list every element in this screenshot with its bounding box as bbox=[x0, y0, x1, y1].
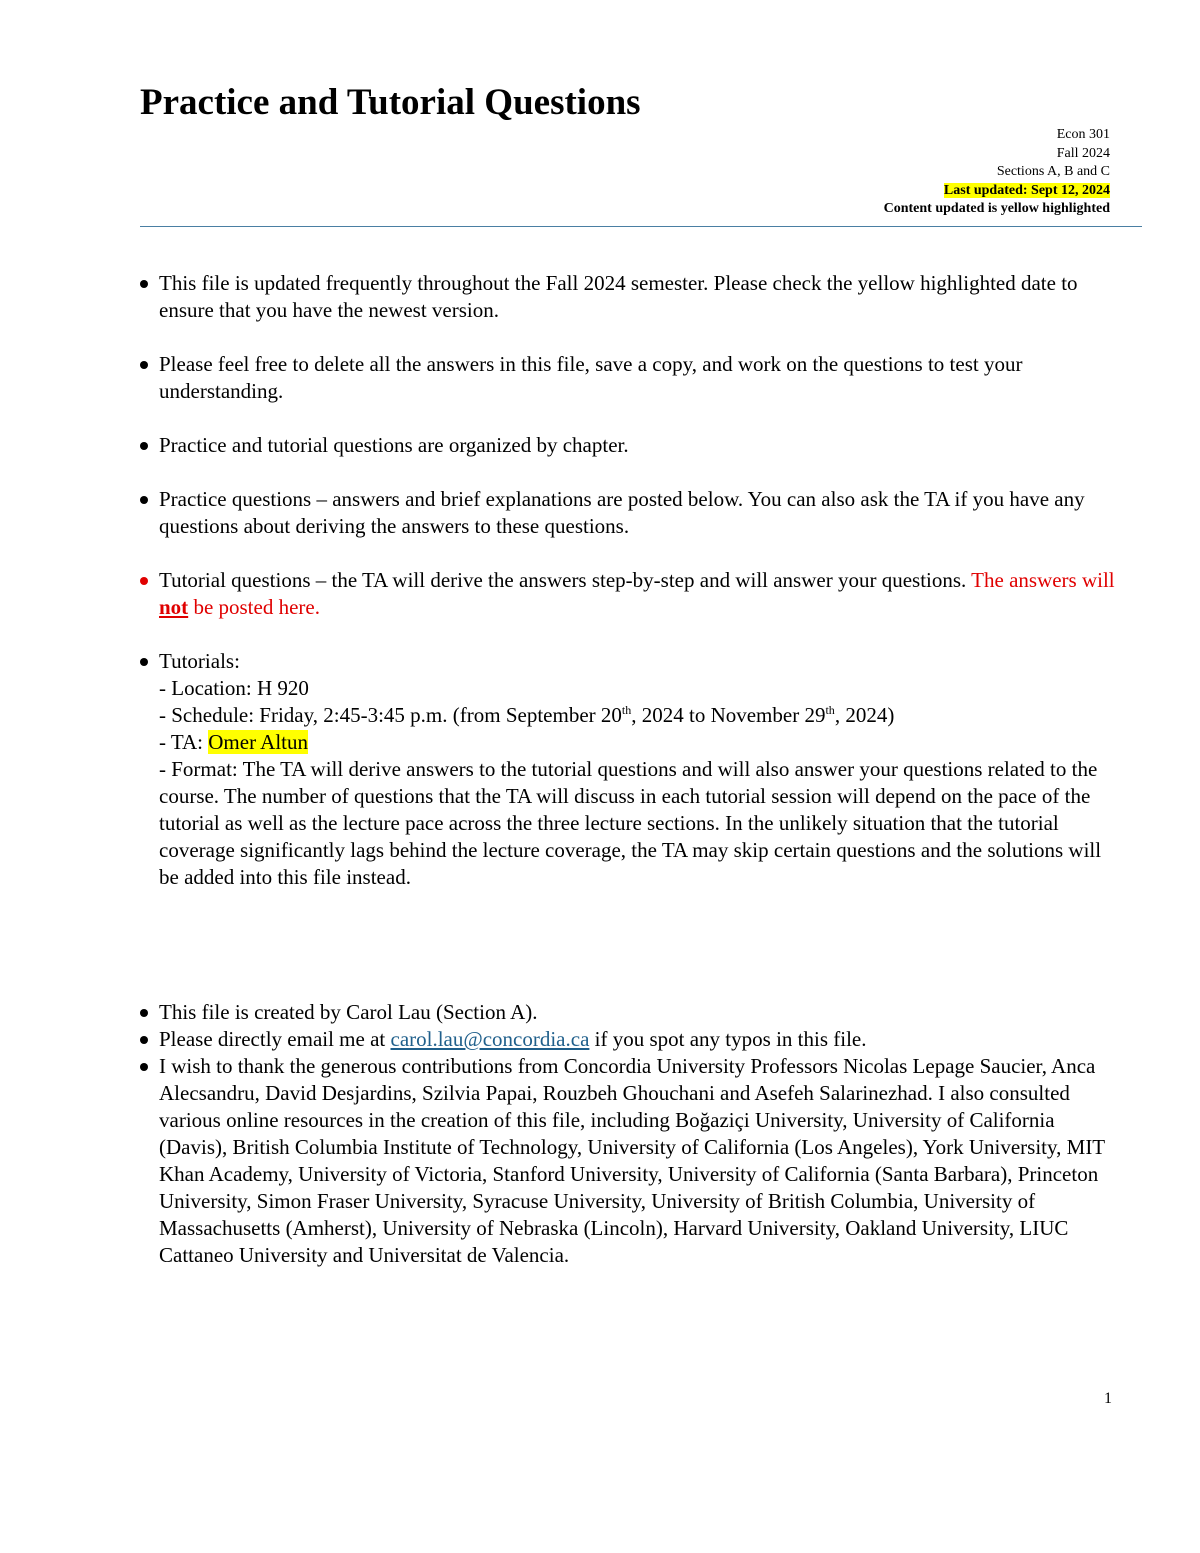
tutorial-schedule bbox=[159, 702, 1120, 729]
ta-name: Omer Altun bbox=[208, 730, 309, 754]
tutorial-location: - Location: H 920 bbox=[159, 676, 309, 700]
tutorials-heading: Tutorials: bbox=[159, 649, 240, 673]
schedule-text: , 2024) bbox=[834, 703, 895, 727]
email-suffix: if you spot any typos in this file. bbox=[589, 1027, 867, 1051]
email-link[interactable]: carol.lau@concordia.ca bbox=[390, 1027, 590, 1051]
email-prefix: Please directly email me at bbox=[159, 1027, 391, 1051]
schedule-text: - Schedule: Friday, 2:45-3:45 p.m. (from September 20 bbox=[159, 703, 622, 727]
bullet-icon bbox=[140, 1036, 148, 1044]
list-item bbox=[140, 432, 1120, 459]
schedule-sup: th bbox=[825, 703, 835, 717]
list-item bbox=[140, 486, 1120, 540]
info-list bbox=[140, 270, 1120, 891]
document-meta bbox=[884, 126, 1110, 219]
page-number: 1 bbox=[1104, 1390, 1112, 1407]
last-updated: Last updated: Sept 12, 2024 bbox=[943, 182, 1110, 198]
bullet-icon bbox=[140, 658, 148, 666]
tutorial-warning-end: be posted here. bbox=[188, 595, 320, 619]
bullet-icon bbox=[140, 1009, 148, 1017]
list-item bbox=[140, 1053, 1120, 1269]
tutorial-ta bbox=[159, 729, 1120, 756]
bullet-delete: Please feel free to delete all the answers in this file, save a copy, and work on the questions to test your understanding. bbox=[159, 352, 1023, 403]
sections: Sections A, B and C bbox=[996, 164, 1110, 179]
bullet-tutorial bbox=[159, 568, 1115, 619]
bullet-updated: This file is updated frequently throughout the Fall 2024 semester. Please check the yellow highlighted date to ensure that you have the newest version. bbox=[159, 271, 1078, 322]
tutorial-warning: The answers will bbox=[971, 568, 1115, 592]
schedule-text: , 2024 to November 29 bbox=[631, 703, 826, 727]
course-code: Econ 301 bbox=[1056, 127, 1110, 142]
tutorial-format: - Format: The TA will derive answers to the tutorial questions and will also answer your questions related to the course. The number of questions that the TA will discuss in each tutorial session will depend on the pace of the tutorial as well as the lecture pace across the three lecture sections. In the unlikely situation that the tutorial coverage significantly lags behind the lecture coverage, the TA may skip certain questions and the solutions will be added into this file instead. bbox=[159, 757, 1102, 889]
list-item bbox=[140, 270, 1120, 324]
bullet-icon bbox=[140, 577, 148, 585]
list-item bbox=[140, 648, 1120, 891]
schedule-sup: th bbox=[621, 703, 632, 717]
credits-list bbox=[140, 999, 1120, 1269]
bullet-icon bbox=[140, 280, 148, 288]
list-item bbox=[140, 567, 1120, 621]
list-item bbox=[140, 1026, 1120, 1053]
content-note: Content updated is yellow highlighted bbox=[883, 201, 1110, 216]
bullet-icon bbox=[140, 361, 148, 369]
bullet-created-by: This file is created by Carol Lau (Section A). bbox=[159, 1000, 538, 1024]
bullet-organized: Practice and tutorial questions are organized by chapter. bbox=[159, 433, 629, 457]
bullet-icon bbox=[140, 442, 148, 450]
bullet-thanks: I wish to thank the generous contributions from Concordia University Professors Nicolas Lepage Saucier, Anca Alecsandru, David Desjardins, Szilvia Papai, Rouzbeh Ghouchani and Asefeh Salarinezhad. I also consulted various online resources in the creation of this file, including Boğaziçi University, University of California (Davis), British Columbia Institute of Technology, University of California (Los Angeles), York University, MIT Khan Academy, University of Victoria, Stanford University, University of California (Santa Barbara), Princeton University, Simon Fraser University, Syracuse University, University of British Columbia, University of Massachusetts (Amherst), University of Nebraska (Lincoln), Harvard University, Oakland University, LIUC Cattaneo University and Universitat de Valencia. bbox=[159, 1054, 1105, 1267]
tutorial-not: not bbox=[159, 595, 189, 619]
header-divider bbox=[140, 226, 1142, 227]
ta-label: - TA: bbox=[159, 730, 209, 754]
term: Fall 2024 bbox=[1056, 145, 1110, 161]
bullet-icon bbox=[140, 1063, 148, 1071]
page-title: Practice and Tutorial Questions bbox=[140, 82, 641, 123]
list-item bbox=[140, 351, 1120, 405]
bullet-practice: Practice questions – answers and brief explanations are posted below. You can also ask the TA if you have any questions about deriving the answers to these questions. bbox=[159, 487, 1085, 538]
bullet-icon bbox=[140, 496, 148, 504]
tutorial-text: Tutorial questions – the TA will derive the answers step-by-step and will answer your questions. bbox=[159, 568, 972, 592]
list-item bbox=[140, 999, 1120, 1026]
